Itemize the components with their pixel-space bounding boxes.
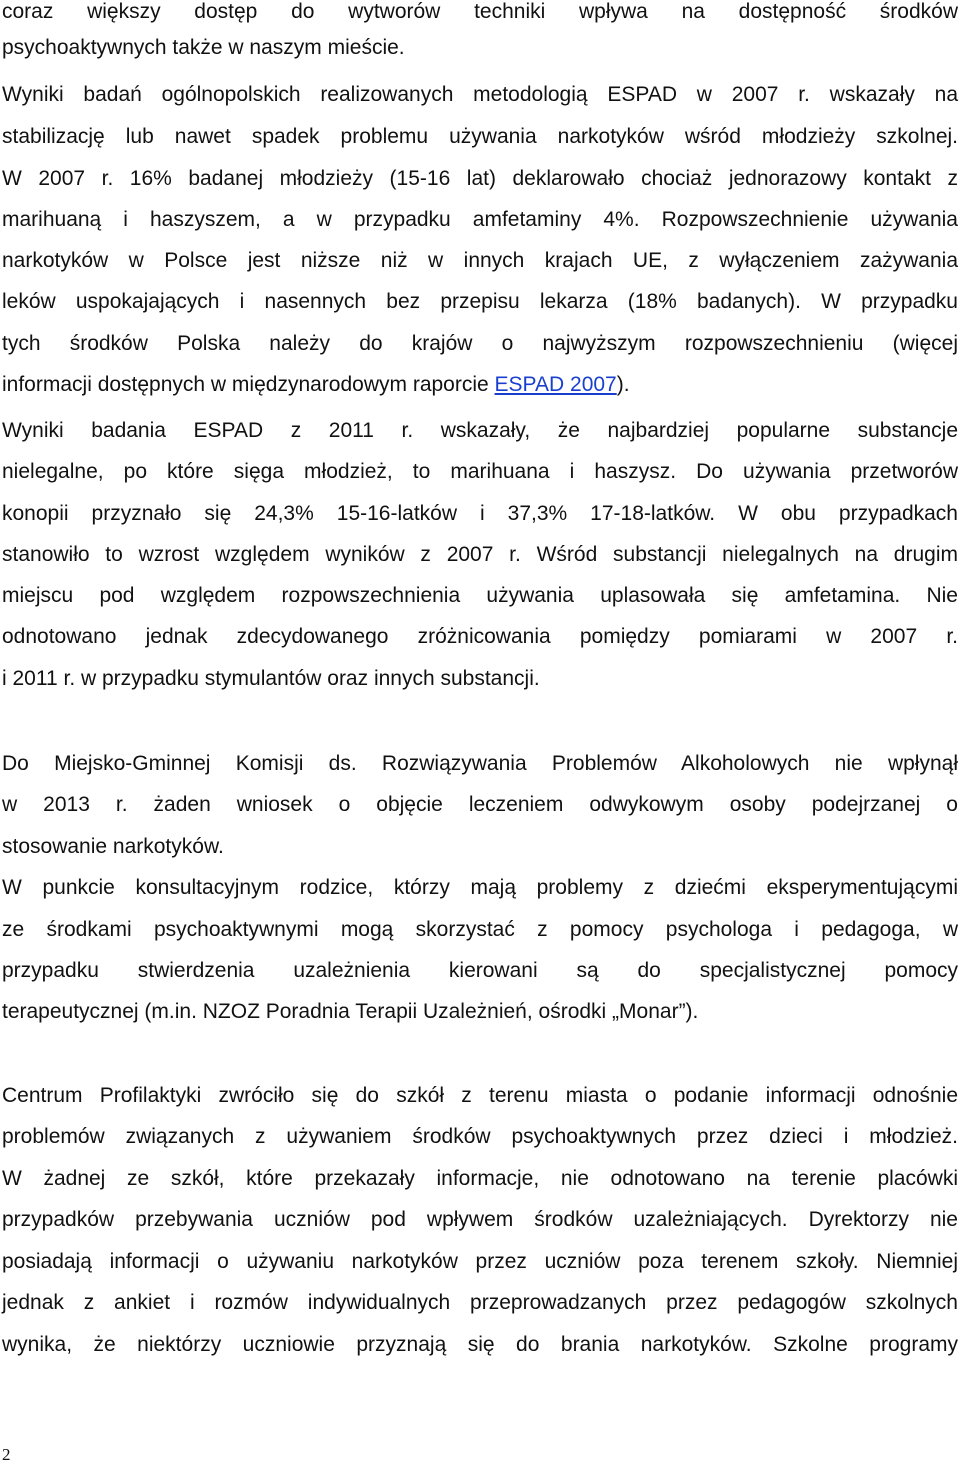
paragraph-2-line-1: Wyniki badań ogólnopolskich realizowanych metodologią ESPAD w 2007 r. wskazały na <box>2 83 958 106</box>
paragraph-3-line-2: nielegalne, po które sięga młodzież, to marihuana i haszysz. Do używania przetworów <box>2 460 958 483</box>
paragraph-6-line-1: Centrum Profilaktyki zwróciło się do szkół z terenu miasta o podanie informacji odnośnie <box>2 1084 958 1107</box>
paragraph-6-line-6: jednak z ankiet i rozmów indywidualnych przeprowadzanych przez pedagogów szkolnych <box>2 1291 958 1314</box>
paragraph-5-line-3: przypadku stwierdzenia uzależnienia kierowani są do specjalistycznej pomocy <box>2 959 958 982</box>
paragraph-1-line-2: psychoaktywnych także w naszym mieście. <box>2 36 405 59</box>
espad-2007-link[interactable]: ESPAD 2007 <box>494 373 617 396</box>
paragraph-3-line-5: miejscu pod względem rozpowszechnienia używania uplasowała się amfetamina. Nie <box>2 584 958 607</box>
paragraph-3-line-4: stanowiło to wzrost względem wyników z 2007 r. Wśród substancji nielegalnych na drugim <box>2 543 958 566</box>
paragraph-5-line-1: W punkcie konsultacyjnym rodzice, którzy mają problemy z dziećmi eksperymentującymi <box>2 876 958 899</box>
paragraph-6-line-5: posiadają informacji o używaniu narkotyków przez uczniów poza terenem szkoły. Niemniej <box>2 1250 958 1273</box>
paragraph-2-line-4: marihuaną i haszyszem, a w przypadku amfetaminy 4%. Rozpowszechnienie używania <box>2 208 958 231</box>
paragraph-3-line-1: Wyniki badania ESPAD z 2011 r. wskazały, że najbardziej popularne substancje <box>2 419 958 442</box>
paragraph-2-line-3: W 2007 r. 16% badanej młodzieży (15-16 lat) deklarowało chociaż jednorazowy kontakt z <box>2 167 958 190</box>
paragraph-3-line-6: odnotowano jednak zdecydowanego zróżnicowania pomiędzy pomiarami w 2007 r. <box>2 625 958 648</box>
paragraph-2-line-6: leków uspokajających i nasennych bez przepisu lekarza (18% badanych). W przypadku <box>2 290 958 313</box>
paragraph-4-line-3: stosowanie narkotyków. <box>2 835 224 858</box>
paragraph-5-line-2: ze środkami psychoaktywnymi mogą skorzystać z pomocy psychologa i pedagoga, w <box>2 918 958 941</box>
paragraph-6-line-4: przypadków przebywania uczniów pod wpływem środków uzależniających. Dyrektorzy nie <box>2 1208 958 1231</box>
paragraph-5-line-4: terapeutycznej (m.in. NZOZ Poradnia Terapii Uzależnień, ośrodki „Monar”). <box>2 1000 699 1023</box>
paragraph-3-line-7: i 2011 r. w przypadku stymulantów oraz innych substancji. <box>2 667 540 690</box>
paragraph-2-line-8-text-before: informacji dostępnych w międzynarodowym raporcie <box>2 373 495 396</box>
paragraph-6-line-7: wynika, że niektórzy uczniowie przyznają się do brania narkotyków. Szkolne programy <box>2 1333 958 1356</box>
paragraph-2-line-5: narkotyków w Polsce jest niższe niż w innych krajach UE, z wyłączeniem zażywania <box>2 249 958 272</box>
paragraph-3-line-3: konopii przyznało się 24,3% 15-16-latków i 37,3% 17-18-latków. W obu przypadkach <box>2 502 958 525</box>
paragraph-1-line-1: coraz większy dostęp do wytworów techniki wpływa na dostępność środków <box>2 0 958 23</box>
page-number: 2 <box>2 1445 11 1464</box>
paragraph-2-line-7: tych środków Polska należy do krajów o najwyższym rozpowszechnieniu (więcej <box>2 332 958 355</box>
paragraph-4-line-1: Do Miejsko-Gminnej Komisji ds. Rozwiązywania Problemów Alkoholowych nie wpłynął <box>2 752 958 775</box>
paragraph-4-line-2: w 2013 r. żaden wniosek o objęcie leczeniem odwykowym osoby podejrzanej o <box>2 793 958 816</box>
paragraph-2-line-2: stabilizację lub nawet spadek problemu używania narkotyków wśród młodzieży szkolnej. <box>2 125 958 148</box>
paragraph-6-line-2: problemów związanych z używaniem środków psychoaktywnych przez dzieci i młodzież. <box>2 1125 958 1148</box>
paragraph-6-line-3: W żadnej ze szkół, które przekazały informacje, nie odnotowano na terenie placówki <box>2 1167 958 1190</box>
paragraph-2-line-8-text-after: ). <box>616 373 630 396</box>
paragraph-2-line-8 <box>2 370 958 400</box>
